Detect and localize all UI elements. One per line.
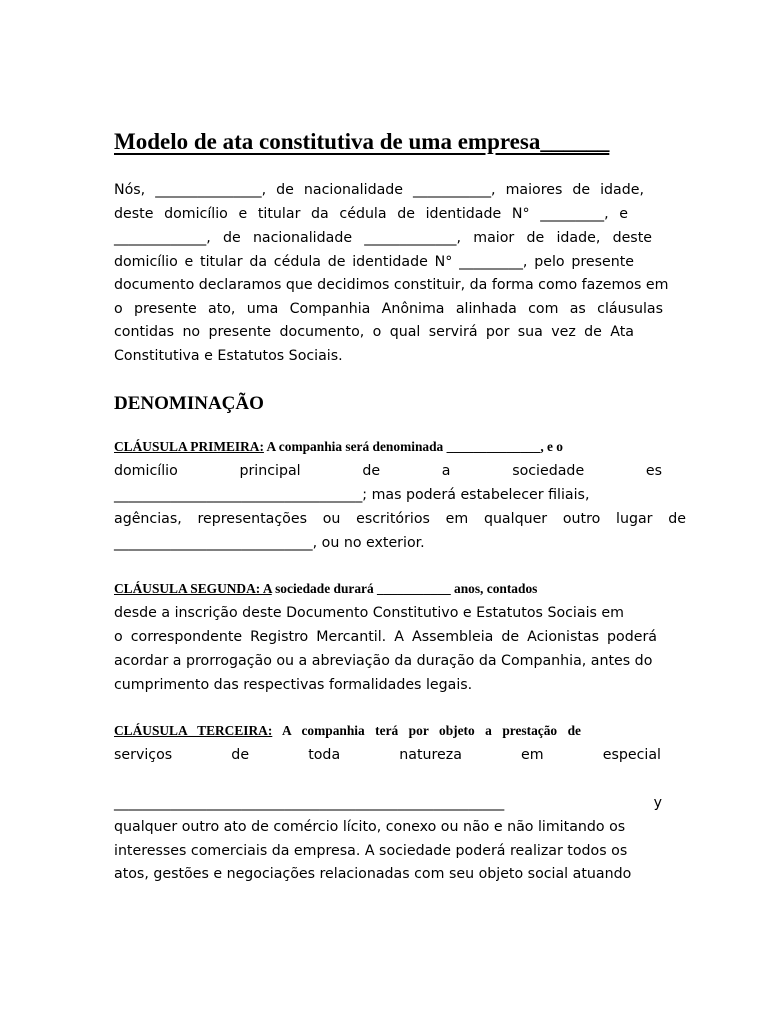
- clause3-line-4: interesses comerciais da empresa. A sociedade poderá realizar todos os: [114, 843, 628, 859]
- clause1-head-text: A companhia será denominada ______________, e o: [263, 439, 564, 454]
- clause3-head-text: A companhia terá por objeto a prestação de: [272, 723, 581, 738]
- clause3-line-2: _______________________________________________________ y: [114, 795, 662, 811]
- clause3-label: CLÁUSULA TERCEIRA:: [114, 723, 273, 738]
- intro-line-8: Constitutiva e Estatutos Sociais.: [114, 348, 343, 364]
- intro-line-4: domicílio e titular da cédula de identidade N° _________, pelo presente: [114, 254, 634, 270]
- clause1-line-3: agências, representações ou escritórios em qualquer outro lugar de: [114, 511, 686, 527]
- clause3-heading: [114, 722, 581, 740]
- clause1-line-2: ___________________________________; mas poderá estabelecer filiais,: [114, 487, 590, 503]
- clause2-heading: [114, 580, 537, 598]
- clause3-line-1: serviços de toda natureza em especial: [114, 747, 661, 763]
- intro-line-2: deste domicílio e titular da cédula de identidade N° _________, e: [114, 206, 628, 222]
- clause3-line-3: qualquer outro ato de comércio lícito, conexo ou não e não limitando os: [114, 819, 626, 835]
- intro-line-5: documento declaramos que decidimos constituir, da forma como fazemos em: [114, 277, 669, 293]
- clause1-heading: [114, 438, 563, 456]
- clause2-line-3: acordar a prorrogação ou a abreviação da duração da Companhia, antes do: [114, 653, 653, 669]
- intro-line-3: _____________, de nacionalidade _____________, maior de idade, deste: [114, 230, 652, 246]
- clause2-line-2: o correspondente Registro Mercantil. A Assembleia de Acionistas poderá: [114, 629, 657, 645]
- clause1-label: CLÁUSULA PRIMEIRA:: [114, 439, 264, 454]
- intro-line-6: o presente ato, uma Companhia Anônima alinhada com as cláusulas: [114, 301, 663, 317]
- clause2-label: CLÁUSULA SEGUNDA: A: [114, 581, 272, 596]
- document-title: Modelo de ata constitutiva de uma empresa______: [114, 129, 610, 154]
- section-heading: DENOMINAÇÃO: [114, 393, 264, 414]
- clause1-line-4: ____________________________, ou no exterior.: [114, 535, 425, 551]
- intro-line-1: Nós, _______________, de nacionalidade ___________, maiores de idade,: [114, 182, 644, 198]
- clause3-line-5: atos, gestões e negociações relacionadas com seu objeto social atuando: [114, 866, 632, 882]
- clause1-line-1: domicílio principal de a sociedade es: [114, 463, 662, 479]
- clause2-head-text: sociedade durará ___________ anos, contados: [271, 581, 538, 596]
- clause2-line-1: desde a inscrição deste Documento Constitutivo e Estatutos Sociais em: [114, 605, 624, 621]
- clause2-line-4: cumprimento das respectivas formalidades legais.: [114, 677, 473, 693]
- intro-line-7: contidas no presente documento, o qual servirá por sua vez de Ata: [114, 324, 634, 340]
